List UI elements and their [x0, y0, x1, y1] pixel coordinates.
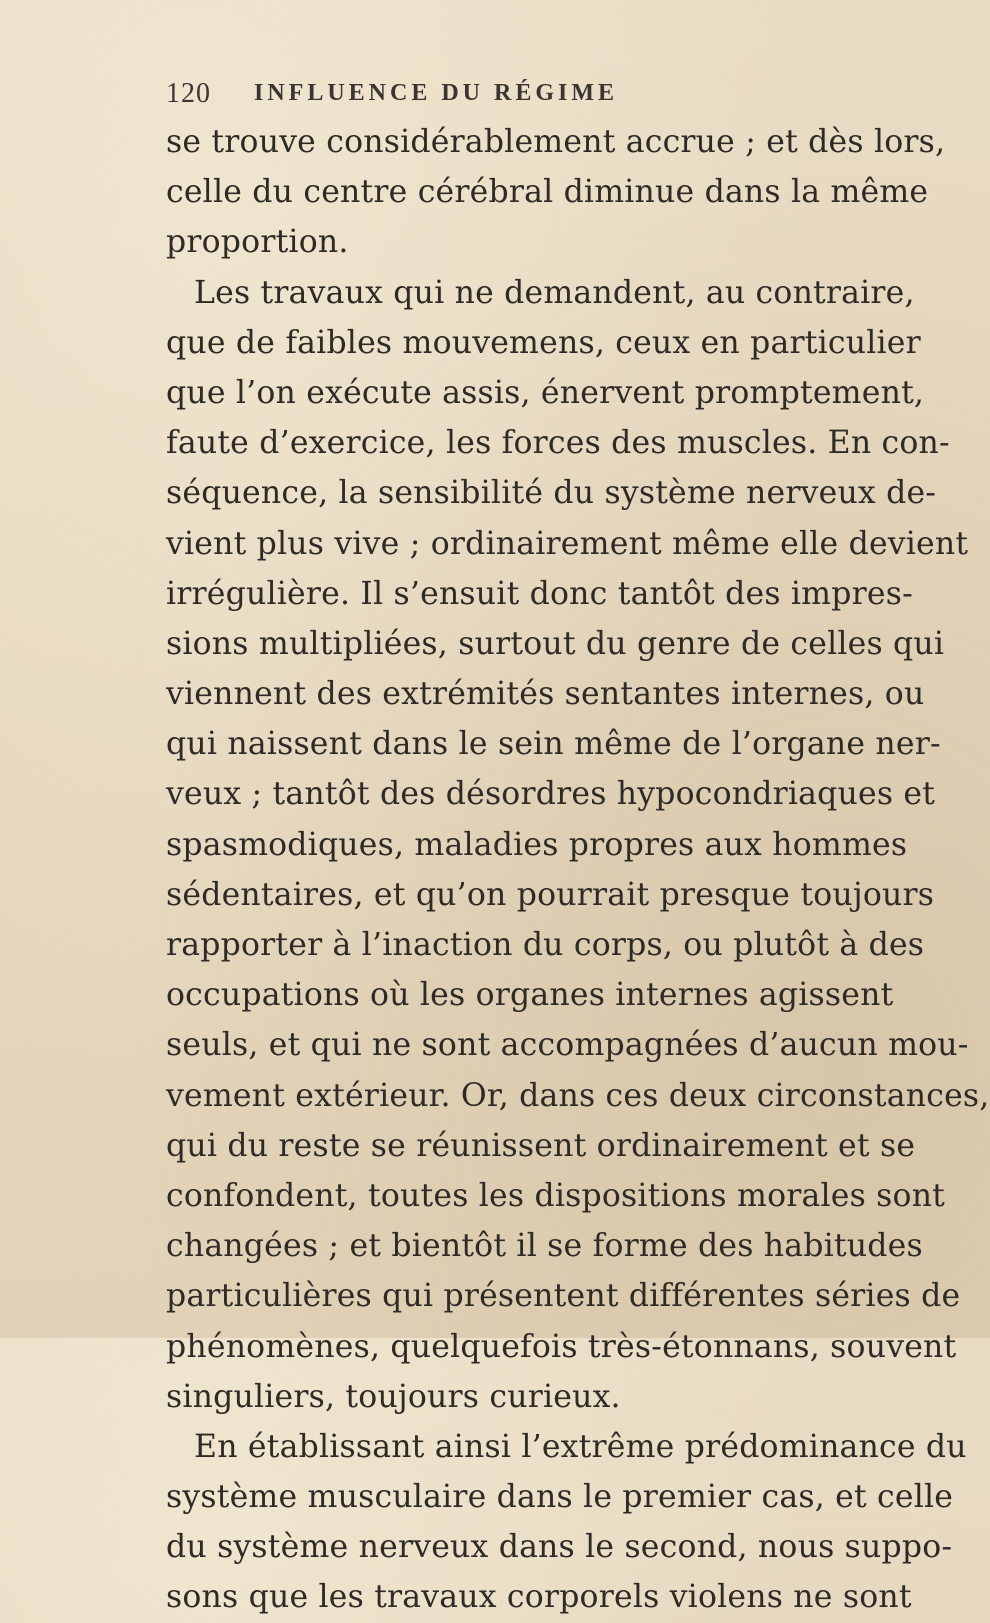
text-line: sédentaires, et qu’on pourrait presque toujours — [166, 876, 935, 913]
text-line: système musculaire dans le premier cas, et celle — [166, 1479, 954, 1516]
text-line: phénomènes, quelquefois très-étonnans, souvent — [166, 1328, 957, 1365]
text-line: sions multipliées, surtout du genre de celles qui — [166, 625, 945, 662]
text-line: viennent des extrémités sentantes internes, ou — [166, 676, 925, 713]
page-number: 120 — [166, 78, 211, 109]
text-line: vement extérieur. Or, dans ces deux circonstances, — [166, 1077, 990, 1114]
text-line: veux ; tantôt des désordres hypocondriaques et — [166, 776, 936, 813]
text-line: vient plus vive ; ordinairement même elle devient — [166, 525, 969, 562]
body-text — [166, 117, 990, 1623]
text-line: qui naissent dans le sein même de l’organe ner- — [166, 726, 941, 763]
text-line: singuliers, toujours curieux. — [166, 1378, 621, 1415]
text-line: proportion. — [166, 224, 349, 261]
text-line: du système nerveux dans le second, nous suppo- — [166, 1529, 953, 1566]
text-line: séquence, la sensibilité du système nerveux de- — [166, 475, 937, 512]
running-head — [166, 78, 766, 118]
text-line: celle du centre cérébral diminue dans la même — [166, 174, 929, 211]
text-line: qui du reste se réunissent ordinairement et se — [166, 1127, 916, 1164]
paragraph-start-line: En établissant ainsi l’extrême prédominance du — [194, 1428, 967, 1465]
text-line: particulières qui présentent différentes séries de — [166, 1278, 961, 1315]
text-line: que l’on exécute assis, énervent promptement, — [166, 374, 925, 411]
running-title: INFLUENCE DU RÉGIME — [254, 80, 619, 106]
text-line: changées ; et bientôt il se forme des habitudes — [166, 1228, 923, 1265]
text-line: irrégulière. Il s’ensuit donc tantôt des impres- — [166, 575, 913, 612]
text-line: occupations où les organes internes agissent — [166, 977, 894, 1014]
paragraph-start-line: Les travaux qui ne demandent, au contraire, — [194, 274, 915, 311]
text-line: que de faibles mouvemens, ceux en particulier — [166, 324, 921, 361]
text-line: spasmodiques, maladies propres aux hommes — [166, 826, 908, 863]
text-line: se trouve considérablement accrue ; et dès lors, — [166, 124, 946, 160]
text-line: rapporter à l’inaction du corps, ou plutôt à des — [166, 927, 925, 963]
text-line: confondent, toutes les dispositions morales sont — [166, 1177, 946, 1214]
text-line: sons que les travaux corporels violens ne sont — [166, 1579, 912, 1616]
text-line: faute d’exercice, les forces des muscles. En con- — [166, 425, 950, 462]
text-line: seuls, et qui ne sont accompagnées d’aucun mou- — [166, 1027, 969, 1064]
